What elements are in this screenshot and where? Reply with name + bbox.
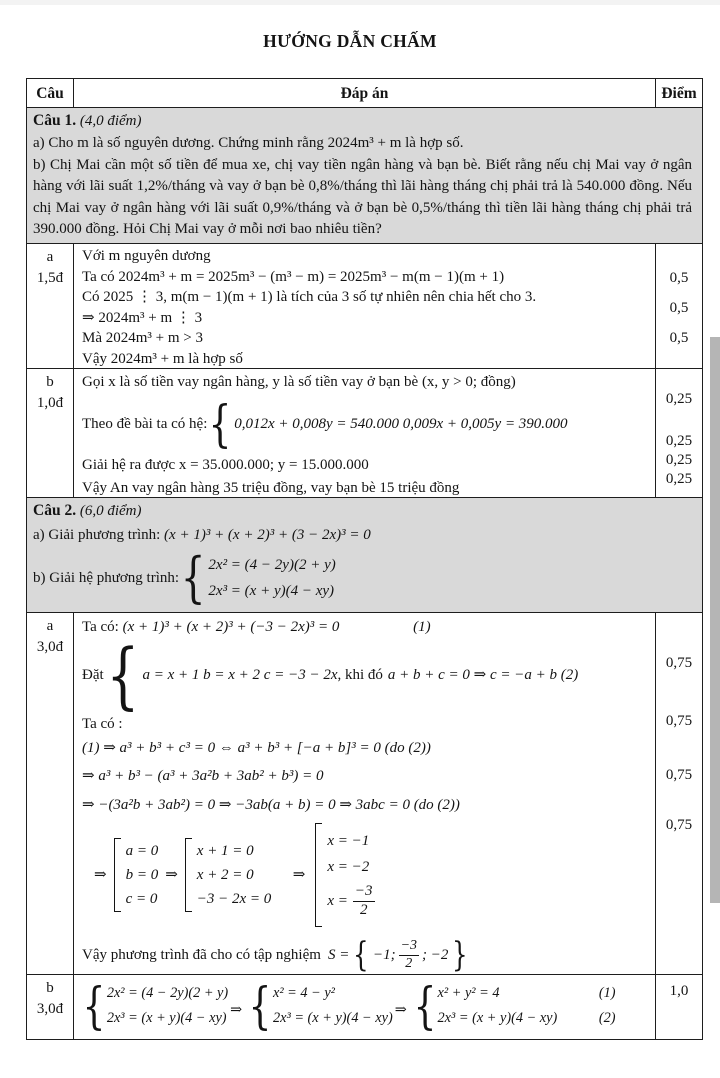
cau2-row-b-scores	[655, 975, 702, 1039]
cau2-row-a-label	[27, 613, 74, 974]
fraction-denominator: 2	[405, 955, 413, 971]
column-header-cau: Câu	[27, 79, 74, 107]
set-item: ; −2	[422, 947, 449, 963]
set-open-brace-icon: {	[353, 935, 369, 974]
left-brace-icon: {	[106, 633, 140, 717]
fraction	[399, 938, 419, 971]
score-value: 0,5	[669, 330, 689, 346]
solution-line: Vậy 2024m³ + m là hợp số	[82, 350, 243, 367]
equation: (1) ⇒ a³ + b³ + c³ = 0 ⇔ a³ + b³ + [−a + b]³ = 0 (do (2))	[82, 740, 431, 756]
line-label: , khi đó	[337, 667, 383, 683]
cau1-heading-number: Câu 1.	[33, 112, 77, 129]
cau2-row-a-points: 3,0đ	[36, 639, 64, 655]
case-line: −3 − 2x = 0	[196, 891, 272, 907]
equation-system	[409, 977, 616, 1035]
implies-arrow: ⇒	[292, 867, 306, 883]
case-line: b = 0	[125, 867, 159, 883]
score-value: 0,75	[665, 655, 693, 671]
equation-tag: (2)	[598, 1010, 616, 1026]
solution-line: Có 2025 ⋮ 3, m(m − 1)(m + 1) là tích của 3 số tự nhiên nên chia hết cho 3.	[82, 289, 537, 306]
cau2-heading	[33, 501, 692, 521]
score-value: 0,25	[665, 452, 693, 468]
equation: 2x³ = (x + y)(4 − xy)	[208, 583, 335, 599]
cau2-heading-points: (6,0 điểm)	[79, 503, 142, 519]
case-line: x + 1 = 0	[196, 843, 254, 859]
cau2-row-b-letter: b	[46, 980, 54, 996]
cau2-row-b-points: 3,0đ	[36, 1001, 64, 1017]
cau1-row-a-label	[27, 244, 74, 368]
line-label: Đặt	[82, 667, 104, 683]
solution-line: Mà 2024m³ + m > 3	[82, 330, 203, 347]
case-line: a = 0	[125, 843, 159, 859]
cau2-row-a-content	[74, 613, 655, 974]
case-line-pre: x =	[327, 893, 348, 909]
cau2-statement	[27, 498, 702, 612]
equation-system	[82, 633, 579, 717]
cau1-statement	[27, 108, 702, 243]
score-value: 0,5	[669, 270, 689, 286]
fraction-denominator: 2	[359, 901, 368, 918]
cau1-row-b-scores	[655, 369, 702, 497]
cau1-row-a	[27, 244, 702, 369]
equation: b = x + 2	[203, 666, 261, 683]
left-brace-icon: {	[248, 977, 272, 1035]
conclusion-line	[82, 935, 472, 974]
cau1-heading	[33, 111, 692, 131]
statement-label: a) Giải phương trình:	[33, 527, 161, 543]
equation: 2x³ = (x + y)(4 − xy)	[106, 1010, 227, 1026]
solution-line: Giải hệ ra được x = 35.000.000; y = 15.000.000	[82, 457, 369, 473]
conclusion-label: Vậy phương trình đã cho có tập nghiệm	[82, 947, 321, 963]
equation: x² = 4 − y²	[272, 985, 335, 1001]
left-brace-icon: {	[413, 977, 437, 1035]
case-line	[327, 883, 374, 919]
equation: 2x³ = (x + y)(4 − xy)	[272, 1010, 393, 1026]
cau1-row-a-content	[74, 244, 655, 368]
set-close-brace-icon: }	[452, 935, 469, 974]
cau2-heading-number: Câu 2.	[33, 502, 77, 519]
system-label: Theo đề bài ta có hệ:	[82, 416, 208, 432]
equation-system	[82, 395, 568, 453]
solution-line: Gọi x là số tiền vay ngân hàng, y là số tiền vay ở bạn bè (x, y > 0; đồng)	[82, 374, 516, 390]
table-header-row	[27, 79, 702, 108]
cau2-row-b-label	[27, 975, 74, 1039]
case-bracket-icon	[114, 838, 121, 912]
set-item: −1;	[372, 947, 396, 963]
cau1-row-a-points: 1,5đ	[36, 270, 64, 286]
case-line: x + 2 = 0	[196, 867, 254, 883]
equation: 2x² = (4 − 2y)(2 + y)	[106, 985, 229, 1001]
case-line: c = 0	[125, 891, 158, 907]
score-value: 1,0	[669, 983, 689, 999]
equation: 0,009x + 0,005y = 390.000	[402, 416, 568, 432]
grading-table	[26, 78, 703, 1040]
case-line: x = −2	[327, 859, 370, 876]
fraction-numerator: −3	[353, 883, 375, 901]
equation: c = −3 − 2x	[263, 666, 338, 683]
equation: (x + 1)³ + (x + 2)³ + (3 − 2x)³ = 0	[164, 527, 371, 543]
equation: 0,012x + 0,008y = 540.000	[234, 416, 399, 432]
set-name: S =	[327, 947, 350, 963]
solution-line: Với m nguyên dương	[82, 248, 211, 264]
implies-arrow: ⇒	[394, 1002, 407, 1018]
cau2-row-b-content	[74, 975, 655, 1039]
equation: (x + 1)³ + (x + 2)³ + (−3 − 2x)³ = 0	[122, 619, 340, 635]
column-header-diem: Điểm	[655, 79, 702, 107]
cau1-row-b-label	[27, 369, 74, 497]
equation: 2x³ = (x + y)(4 − xy)	[437, 1010, 558, 1026]
cau1-row-b-content	[74, 369, 655, 497]
column-header-dapan: Đáp án	[340, 85, 389, 102]
page-title: HƯỚNG DẪN CHẤM	[263, 31, 437, 51]
score-value: 0,5	[669, 300, 689, 316]
statement-label: b) Giải hệ phương trình:	[33, 570, 180, 586]
equation-system	[244, 977, 393, 1035]
cau1-row-b-points: 1,0đ	[36, 395, 64, 411]
line-label: Ta có:	[82, 619, 119, 635]
cau1-row-a-letter: a	[46, 249, 54, 265]
cau2-row-b	[27, 975, 702, 1039]
scan-top-strip	[0, 0, 720, 5]
cau1-statement-a: a) Cho m là số nguyên dương. Chứng minh rằng 2024m³ + m là hợp số.	[33, 135, 464, 151]
line-label: Ta có :	[82, 716, 123, 732]
cau1-row-b	[27, 369, 702, 498]
equation: a + b + c = 0 ⇒ c = −a + b (2)	[387, 667, 579, 683]
equation: ⇒ a³ + b³ − (a³ + 3a²b + 3ab² + b³) = 0	[82, 768, 324, 784]
left-brace-icon: {	[208, 395, 232, 453]
scrollbar-thumb[interactable]	[710, 337, 720, 903]
cau2-statement-row	[27, 498, 702, 613]
cau2-row-a	[27, 613, 702, 975]
cau1-heading-points: (4,0 điểm)	[79, 113, 142, 129]
solution-line: Vậy An vay ngân hàng 35 triệu đồng, vay bạn bè 15 triệu đồng	[82, 480, 460, 496]
score-value: 0,25	[665, 391, 693, 407]
case-bracket-icon	[315, 823, 322, 927]
equation-tag: (1)	[598, 985, 616, 1001]
equation: 2x² = (4 − 2y)(2 + y)	[208, 557, 336, 573]
system-chain	[78, 977, 651, 1035]
score-value: 0,75	[665, 713, 693, 729]
cau2-statement-b	[33, 546, 692, 609]
score-value: 0,25	[665, 471, 693, 487]
implies-arrow: ⇒	[230, 1002, 243, 1018]
cau2-statement-a	[33, 525, 692, 545]
case-bracket-icon	[185, 838, 192, 912]
equation-system	[78, 977, 229, 1035]
equation-tag: (1)	[413, 619, 431, 635]
equation: ⇒ −(3a²b + 3ab²) = 0 ⇒ −3ab(a + b) = 0 ⇒ 3abc = 0 (do (2))	[82, 797, 460, 813]
cau1-statement-row	[27, 108, 702, 244]
implies-arrow: ⇒	[94, 867, 107, 883]
case-chain	[94, 823, 375, 927]
equation: x² + y² = 4	[437, 985, 500, 1001]
equation: a = x + 1	[142, 666, 200, 683]
cau1-row-a-scores	[655, 244, 702, 368]
left-brace-icon: {	[180, 546, 206, 609]
cau1-statement-b: b) Chị Mai cần một số tiền để mua xe, chị vay tiền ngân hàng và bạn bè. Biết rằng nếu chị Mai vay ở ngân hàng với lãi suất 1,2%/tháng và vay ở bạn bè 0,8%/tháng thì lãi hàng tháng chị phải trả là 540.000 đồng. Nếu chị Mai vay ở ngân hàng với lãi suất 0,9%/tháng và ở bạn bè 0,5%/tháng thì tiền lãi hàng tháng chị phải trả 390.000 đồng. Hỏi Chị Mai vay ở mỗi nơi bao nhiêu tiền?	[33, 157, 692, 238]
solution-line: Ta có 2024m³ + m = 2025m³ − (m³ − m) = 2025m³ − m(m − 1)(m + 1)	[82, 268, 505, 285]
fraction	[353, 883, 375, 919]
score-value: 0,25	[665, 433, 693, 449]
cau2-row-a-letter: a	[46, 618, 54, 634]
solution-line: ⇒ 2024m³ + m ⋮ 3	[82, 309, 203, 326]
score-value: 0,75	[665, 817, 693, 833]
case-line: x = −1	[327, 833, 370, 850]
cau2-row-a-scores	[655, 613, 702, 974]
fraction-numerator: −3	[399, 938, 419, 955]
left-brace-icon: {	[82, 977, 106, 1035]
implies-arrow: ⇒	[165, 867, 178, 883]
score-value: 0,75	[665, 767, 693, 783]
cau1-row-b-letter: b	[46, 374, 54, 390]
